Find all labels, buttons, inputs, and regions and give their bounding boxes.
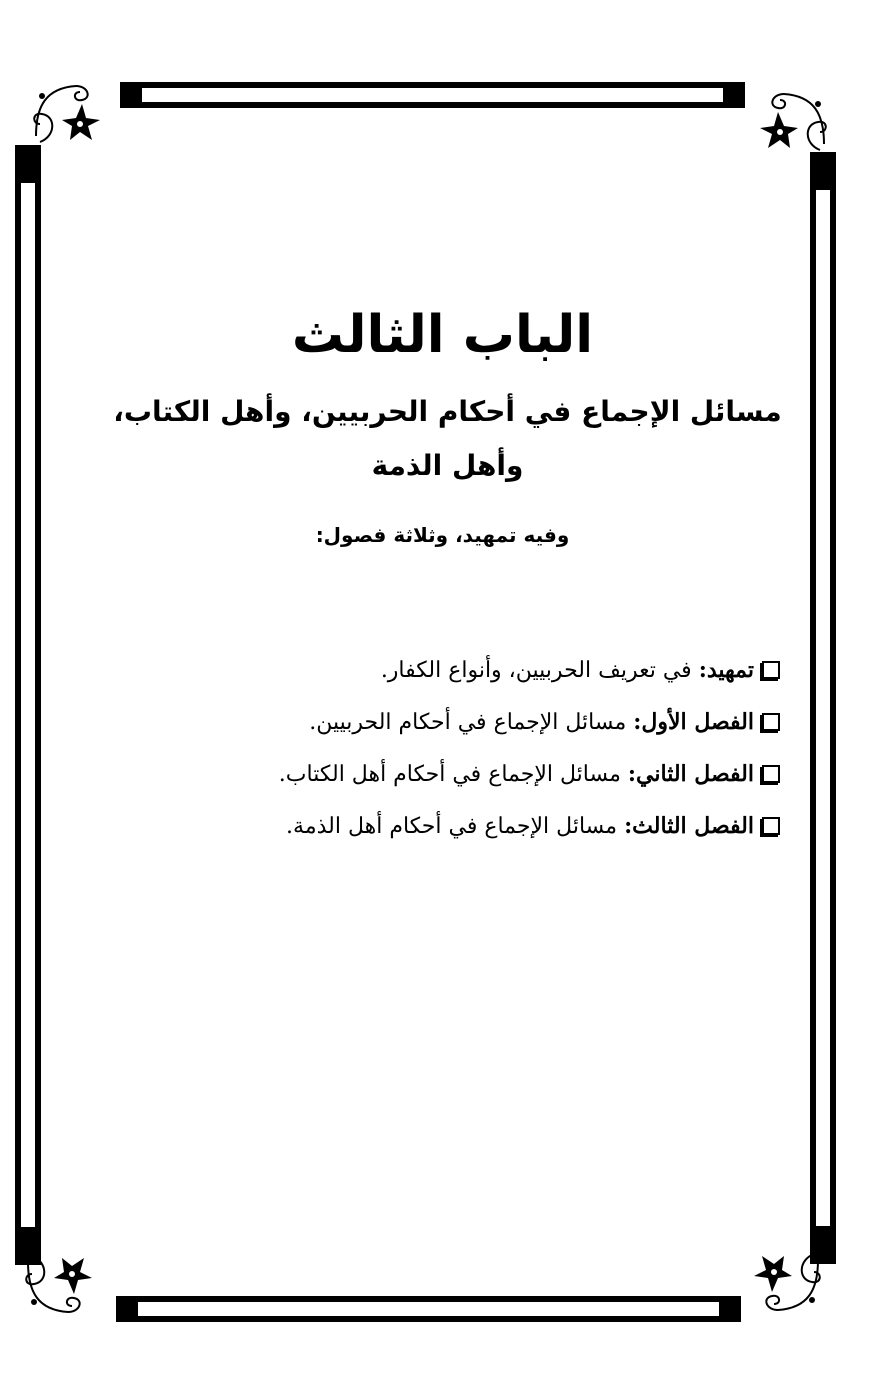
toc-text: مسائل الإجماع في أحكام الحربيين. xyxy=(309,710,627,735)
toc-item-introduction xyxy=(100,644,780,696)
floral-ornament-icon xyxy=(752,1244,828,1320)
frame-bottom-bar xyxy=(116,1296,741,1322)
toc-item-chapter-1 xyxy=(100,696,780,748)
checkbox-square-icon xyxy=(762,713,780,731)
table-of-contents xyxy=(100,644,780,852)
toc-label: الفصل الثالث: xyxy=(624,813,754,839)
checkbox-square-icon xyxy=(762,765,780,783)
toc-text: في تعريف الحربيين، وأنواع الكفار. xyxy=(380,658,692,683)
toc-label: تمهيد: xyxy=(698,657,754,683)
toc-label: الفصل الأول: xyxy=(633,709,754,735)
toc-text: مسائل الإجماع في أحكام أهل الذمة. xyxy=(286,814,618,839)
chapter-title: الباب الثالث xyxy=(291,305,594,365)
toc-label: الفصل الثاني: xyxy=(627,761,754,787)
floral-ornament-icon xyxy=(26,76,102,152)
frame-top-bar xyxy=(120,82,745,108)
chapter-intro: وفيه تمهيد، وثلاثة فصول: xyxy=(315,523,570,547)
floral-ornament-icon xyxy=(18,1246,94,1322)
toc-item-chapter-3 xyxy=(100,800,780,852)
chapter-subtitle: مسائل الإجماع في أحكام الحربيين، وأهل الكتاب، وأهل الذمة xyxy=(113,395,782,482)
checkbox-square-icon xyxy=(762,817,780,835)
checkbox-square-icon xyxy=(762,661,780,679)
frame-left-bar xyxy=(15,145,41,1265)
toc-text: مسائل الإجماع في أحكام أهل الكتاب. xyxy=(278,762,621,787)
toc-item-chapter-2 xyxy=(100,748,780,800)
floral-ornament-icon xyxy=(758,84,834,160)
